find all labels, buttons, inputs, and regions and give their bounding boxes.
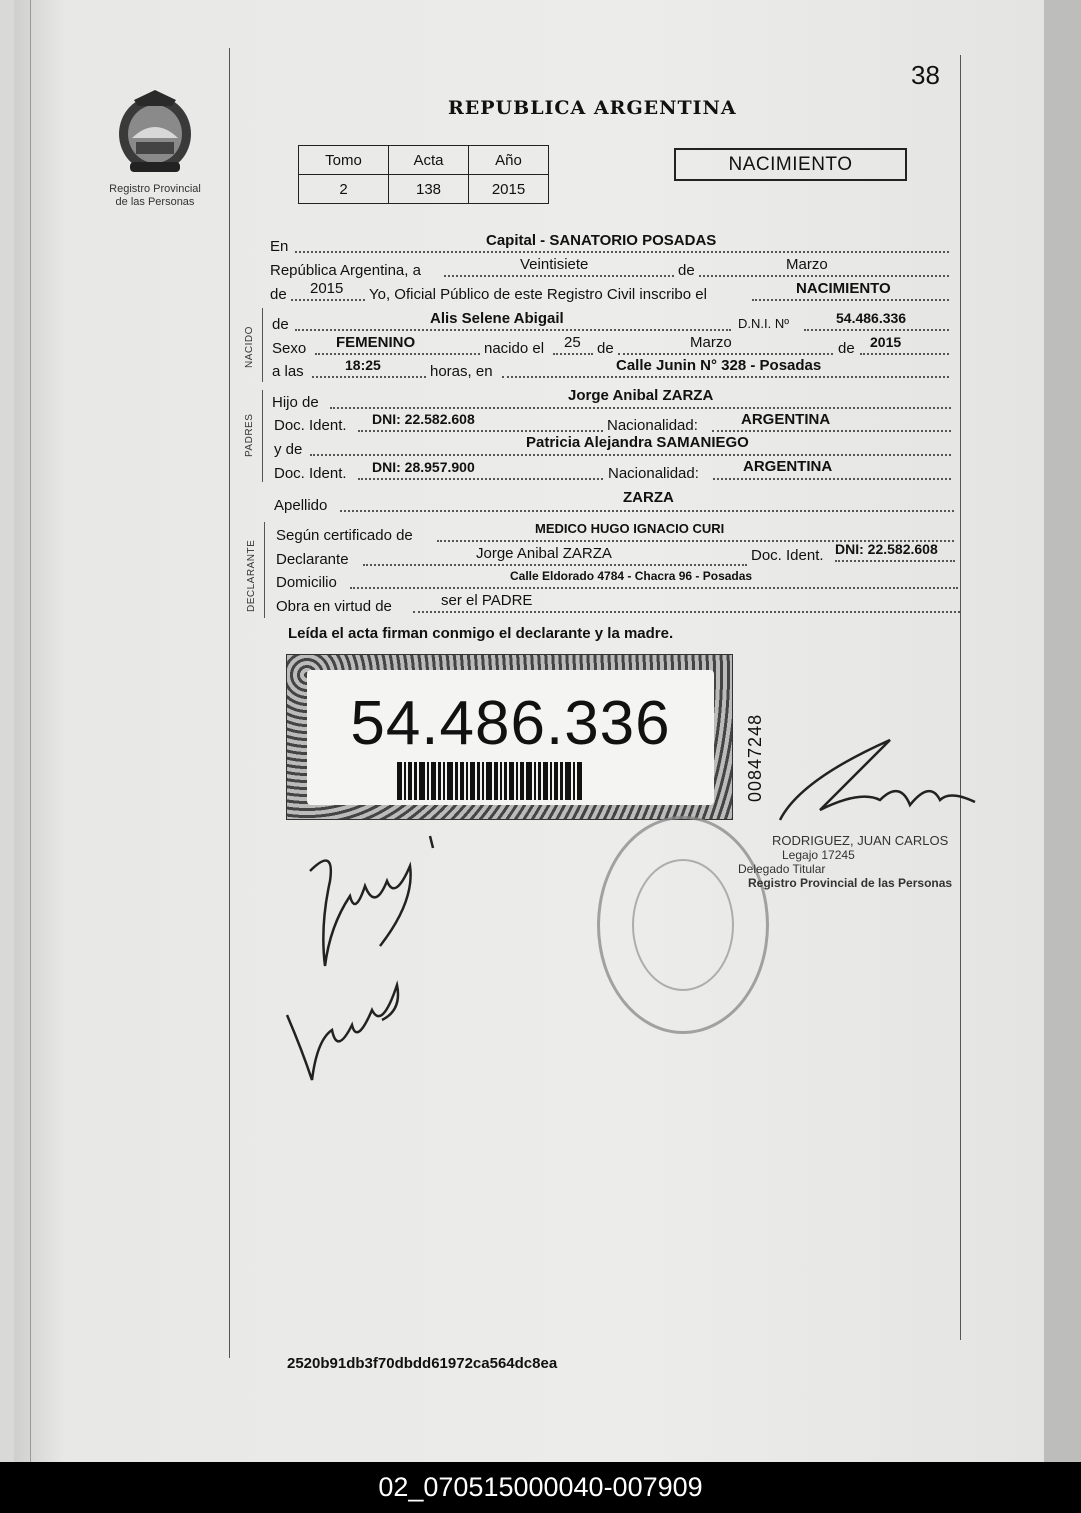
mother-signature-icon [282,970,412,1088]
declarante-section-label: DECLARANTE [246,539,257,612]
alas-label: a las [272,363,304,380]
registry-logo [96,86,214,209]
birth-month-value: Marzo [690,334,732,351]
header-tomo: Tomo [299,146,389,175]
doc-ident-label: Doc. Ident. [274,417,347,434]
de-label: de [270,286,287,303]
birth-day-value: 25 [564,334,581,351]
control-number: 00847248 [745,713,765,802]
official-signature-icon [740,720,985,840]
section-divider [264,522,265,618]
hijo-label: Hijo de [272,394,319,411]
child-dni-value: 54.486.336 [836,310,907,326]
dni-sticker [307,670,714,805]
dotted-line [502,376,949,378]
declarante-label: Declarante [276,551,349,568]
sexo-value: FEMENINO [336,334,416,351]
day-value: Veintisiete [520,256,589,273]
dotted-line [340,510,954,512]
dotted-line [804,329,949,331]
footer-id: 02_070515000040-007909 [378,1472,703,1502]
section-divider [262,308,263,382]
republic-label: República Argentina, a [270,262,421,279]
footer-bar [0,1462,1081,1513]
padres-section-label: PADRES [244,413,255,457]
en-value: Capital - SANATORIO POSADAS [486,232,717,249]
dotted-line [618,353,833,355]
dotted-line [350,587,958,589]
provincial-seal-icon [110,86,200,178]
value-anio: 2015 [469,175,549,204]
dni-number: 54.486.336 [350,689,671,758]
dotted-line [295,329,731,331]
birth-time-value: 18:25 [345,357,381,373]
birth-year-value: 2015 [870,334,902,350]
dotted-line [835,560,955,562]
registry-table [298,145,549,204]
official-office: Registro Provincial de las Personas [748,876,953,890]
mother-doc-value: DNI: 28.957.900 [372,459,475,475]
birth-place-value: Calle Junin N° 328 - Posadas [616,357,822,374]
mother-name-value: Patricia Alejandra SAMANIEGO [526,434,749,451]
barcode [397,762,637,800]
dotted-line [712,430,951,432]
left-margin-line [229,48,230,1358]
dotted-line [358,478,603,480]
nacido-section-label: NACIDO [244,326,255,368]
stamp-inner-ring [632,859,734,991]
header-acta: Acta [389,146,469,175]
certificado-label: Según certificado de [276,527,413,544]
dni-label-panel [286,654,733,820]
dotted-line [358,430,603,432]
dni-label: D.N.I. Nº [738,316,789,331]
page-number: 38 [911,60,940,90]
dotted-line [330,407,951,409]
dotted-line [291,299,365,301]
official-legajo: Legajo 17245 [782,848,855,862]
father-nationality-value: ARGENTINA [741,411,831,428]
value-acta: 138 [389,175,469,204]
apellido-value: ZARZA [623,489,674,506]
year-value: 2015 [310,280,344,297]
mother-nationality-value: ARGENTINA [743,458,833,475]
act-value: NACIMIENTO [796,280,891,297]
en-label: En [270,238,289,255]
apellido-label: Apellido [274,497,328,514]
doc-ident-label: Doc. Ident. [274,465,347,482]
declarante-doc-value: DNI: 22.582.608 [835,541,938,557]
document-hash: 2520b91db3f70dbdd61972ca564dc8ea [287,1355,558,1372]
declarante-value: Jorge Anibal ZARZA [476,545,612,562]
section-divider [262,390,263,482]
dotted-line [315,353,480,355]
father-name-value: Jorge Anibal ZARZA [568,387,714,404]
record-type-box: NACIMIENTO [674,148,907,181]
month-value: Marzo [786,256,828,273]
sexo-label: Sexo [272,340,307,357]
dotted-line [553,353,593,355]
dotted-line [295,251,949,253]
dotted-line [310,454,951,456]
dotted-line [444,275,674,277]
page-edge [1044,0,1081,1462]
certificado-value: MEDICO HUGO IGNACIO CURI [535,521,725,536]
right-margin-line [960,55,961,1340]
dotted-line [713,478,951,480]
declarante-doc-label: Doc. Ident. [751,547,824,564]
de-label-3: de [838,340,855,357]
domicilio-label: Domicilio [276,574,337,591]
official-text: Yo, Oficial Público de este Registro Civil inscribo el [369,286,707,303]
official-role: Delegado Titular [738,862,826,876]
declarant-signature-icon [295,826,455,986]
horas-label: horas, en [430,363,493,380]
de-label-2: de [597,340,614,357]
y-de-label: y de [274,441,303,458]
nacido-el-label: nacido el [484,340,545,357]
country-title: REPUBLICA ARGENTINA [448,97,737,119]
obra-label: Obra en virtud de [276,598,392,615]
dotted-line [363,564,747,566]
dotted-line [413,611,960,613]
official-name: RODRIGUEZ, JUAN CARLOS [772,833,949,848]
dotted-line [752,299,949,301]
logo-caption-line2: de las Personas [115,196,195,208]
obra-value: ser el PADRE [441,592,533,609]
closing-statement: Leída el acta firman conmigo el declarante y la madre. [288,625,674,642]
dotted-line [312,376,426,378]
logo-caption-line1: Registro Provincial [109,183,201,195]
page-fold-line [30,0,31,1462]
value-tomo: 2 [299,175,389,204]
header-anio: Año [469,146,549,175]
nacionalidad-label: Nacionalidad: [608,465,699,482]
nacido-de-label: de [272,316,289,333]
child-name-value: Alis Selene Abigail [430,310,564,327]
dotted-line [860,353,949,355]
nacionalidad-label: Nacionalidad: [607,417,698,434]
domicilio-value: Calle Eldorado 4784 - Chacra 96 - Posadas [510,569,753,583]
official-stamp [597,816,769,1034]
de-label: de [678,262,695,279]
father-doc-value: DNI: 22.582.608 [372,411,475,427]
dotted-line [699,275,949,277]
